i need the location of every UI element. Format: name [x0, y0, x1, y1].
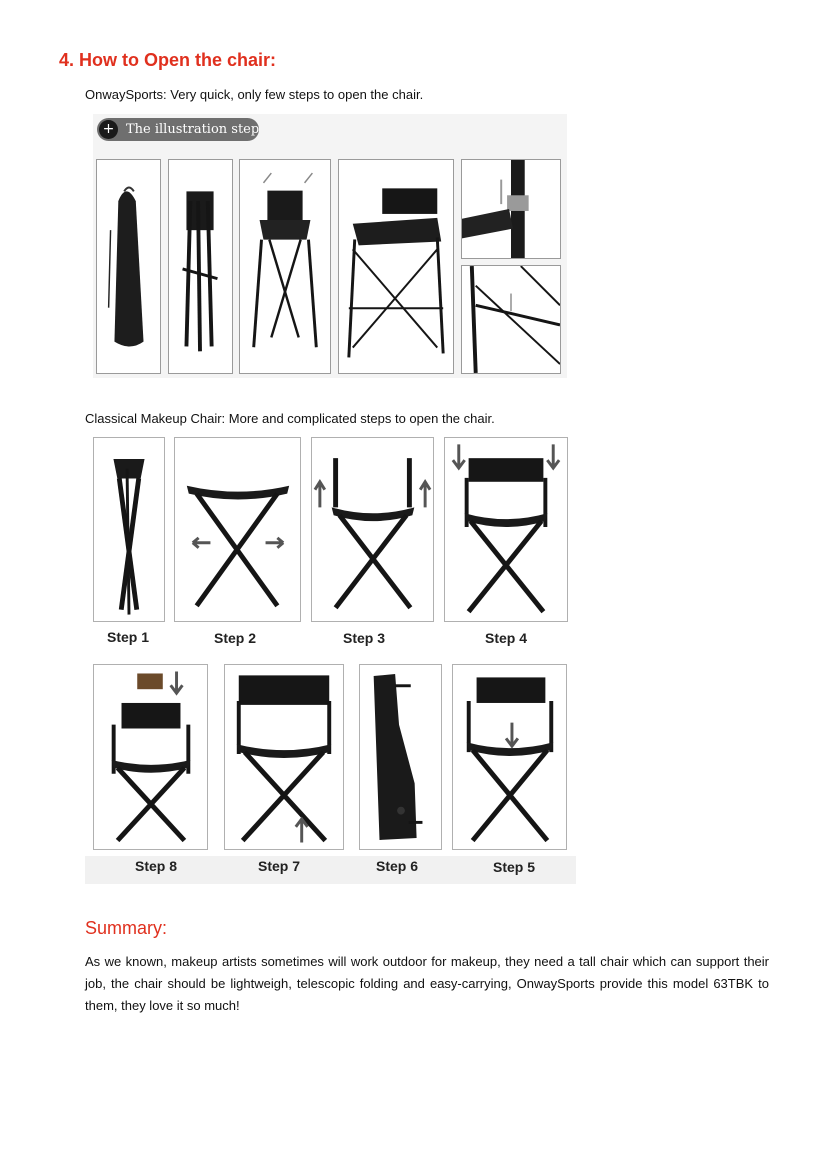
- onway-description: OnwaySports: Very quick, only few steps to open the chair.: [85, 87, 424, 102]
- classical-step-3-chair: [312, 438, 433, 621]
- frame-detail-image: [462, 266, 560, 373]
- classical-step-2-image: [174, 437, 301, 622]
- classical-step-7-chair: [225, 665, 343, 849]
- classical-step-5-image: [452, 664, 567, 850]
- summary-title: Summary:: [85, 918, 168, 938]
- onway-photo-bag: [96, 159, 161, 374]
- step-2-label: Step 2: [214, 630, 257, 646]
- classical-step-7-image: [224, 664, 344, 850]
- folded-classical-chair: [94, 438, 164, 621]
- classical-step-3-image: [311, 437, 434, 622]
- classical-step-1-image: [93, 437, 165, 622]
- step-7-label: Step 7: [258, 858, 301, 874]
- step-5-label: Step 5: [493, 859, 536, 875]
- step-6-label: Step 6: [376, 858, 419, 874]
- step-1-label: Step 1: [107, 629, 150, 645]
- classical-step-4-image: [444, 437, 568, 622]
- step-3-label: Step 3: [343, 630, 386, 646]
- classical-step-4-chair: [445, 438, 567, 621]
- onway-photo-detail-frame: [461, 265, 561, 374]
- summary-paragraph: As we known, makeup artists sometimes will work outdoor for makeup, they need a tall chair which can support their job, the chair should be lightweigh, telescopic folding and easy-carrying, OnwaySports provide this model 63TBK to them, they love it so much!: [85, 954, 769, 1013]
- illustration-step-label: The illustration step: [126, 122, 260, 137]
- onway-photo-folded: [168, 159, 233, 374]
- folded-chair-image: [169, 160, 232, 373]
- classical-step-8-chair: [94, 665, 207, 849]
- lock-detail-image: [462, 160, 560, 258]
- opening-chair-image: [240, 160, 330, 373]
- carry-bag-image: [97, 160, 160, 373]
- classical-description: Classical Makeup Chair: More and complicated steps to open the chair.: [85, 411, 495, 426]
- open-chair-image: [339, 160, 453, 373]
- classical-step-8-image: [93, 664, 208, 850]
- plus-icon: +: [99, 120, 118, 139]
- step-8-label: Step 8: [135, 858, 178, 874]
- classical-step-2-chair: [175, 438, 300, 621]
- step-4-label: Step 4: [485, 630, 528, 646]
- onway-photo-detail-lock: [461, 159, 561, 259]
- classical-step-5-chair: [453, 665, 566, 849]
- onway-photo-opening: [239, 159, 331, 374]
- section-heading: 4. How to Open the chair:: [59, 50, 277, 70]
- classical-step-6-image: [359, 664, 442, 850]
- illustration-step-badge: [97, 118, 259, 141]
- onway-photo-open: [338, 159, 454, 374]
- classical-step-6-side-panel: [360, 665, 441, 849]
